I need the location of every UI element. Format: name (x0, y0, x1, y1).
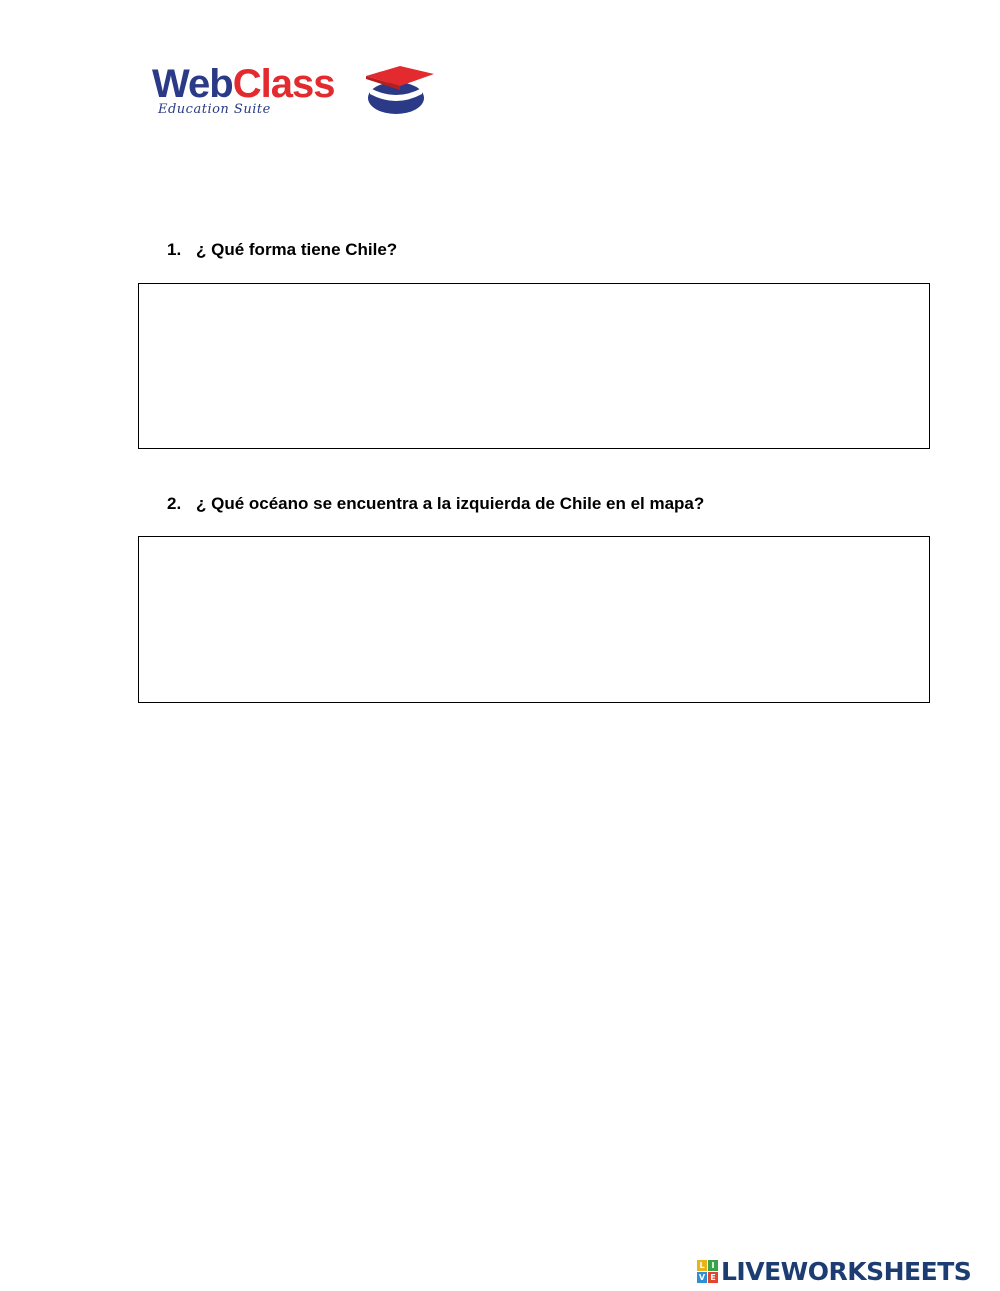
question-number: 2. (167, 494, 182, 513)
logo-wordmark (152, 64, 334, 104)
webclass-logo (152, 62, 442, 124)
answer-box-2[interactable] (138, 536, 930, 703)
answer-box-1[interactable] (138, 283, 930, 449)
liveworksheets-brand (697, 1256, 971, 1286)
graduation-cap-icon (364, 62, 434, 118)
logo-letter: E (708, 1272, 718, 1283)
liveworksheets-wordmark: LIVEWORKSHEETS (721, 1256, 972, 1286)
question-1 (167, 240, 397, 260)
logo-letter: L (697, 1260, 707, 1271)
question-2 (167, 494, 704, 514)
question-text: ¿ Qué forma tiene Chile? (196, 240, 398, 259)
logo-class-text: Class (232, 62, 335, 106)
question-text: ¿ Qué océano se encuentra a la izquierda de Chile en el mapa? (196, 494, 705, 513)
logo-subtitle: Education Suite (158, 102, 271, 117)
question-number: 1. (167, 240, 182, 259)
liveworksheets-logo-icon (697, 1260, 718, 1283)
logo-letter: I (708, 1260, 718, 1271)
logo-web-text: Web (152, 62, 233, 106)
logo-letter: V (698, 1272, 706, 1282)
